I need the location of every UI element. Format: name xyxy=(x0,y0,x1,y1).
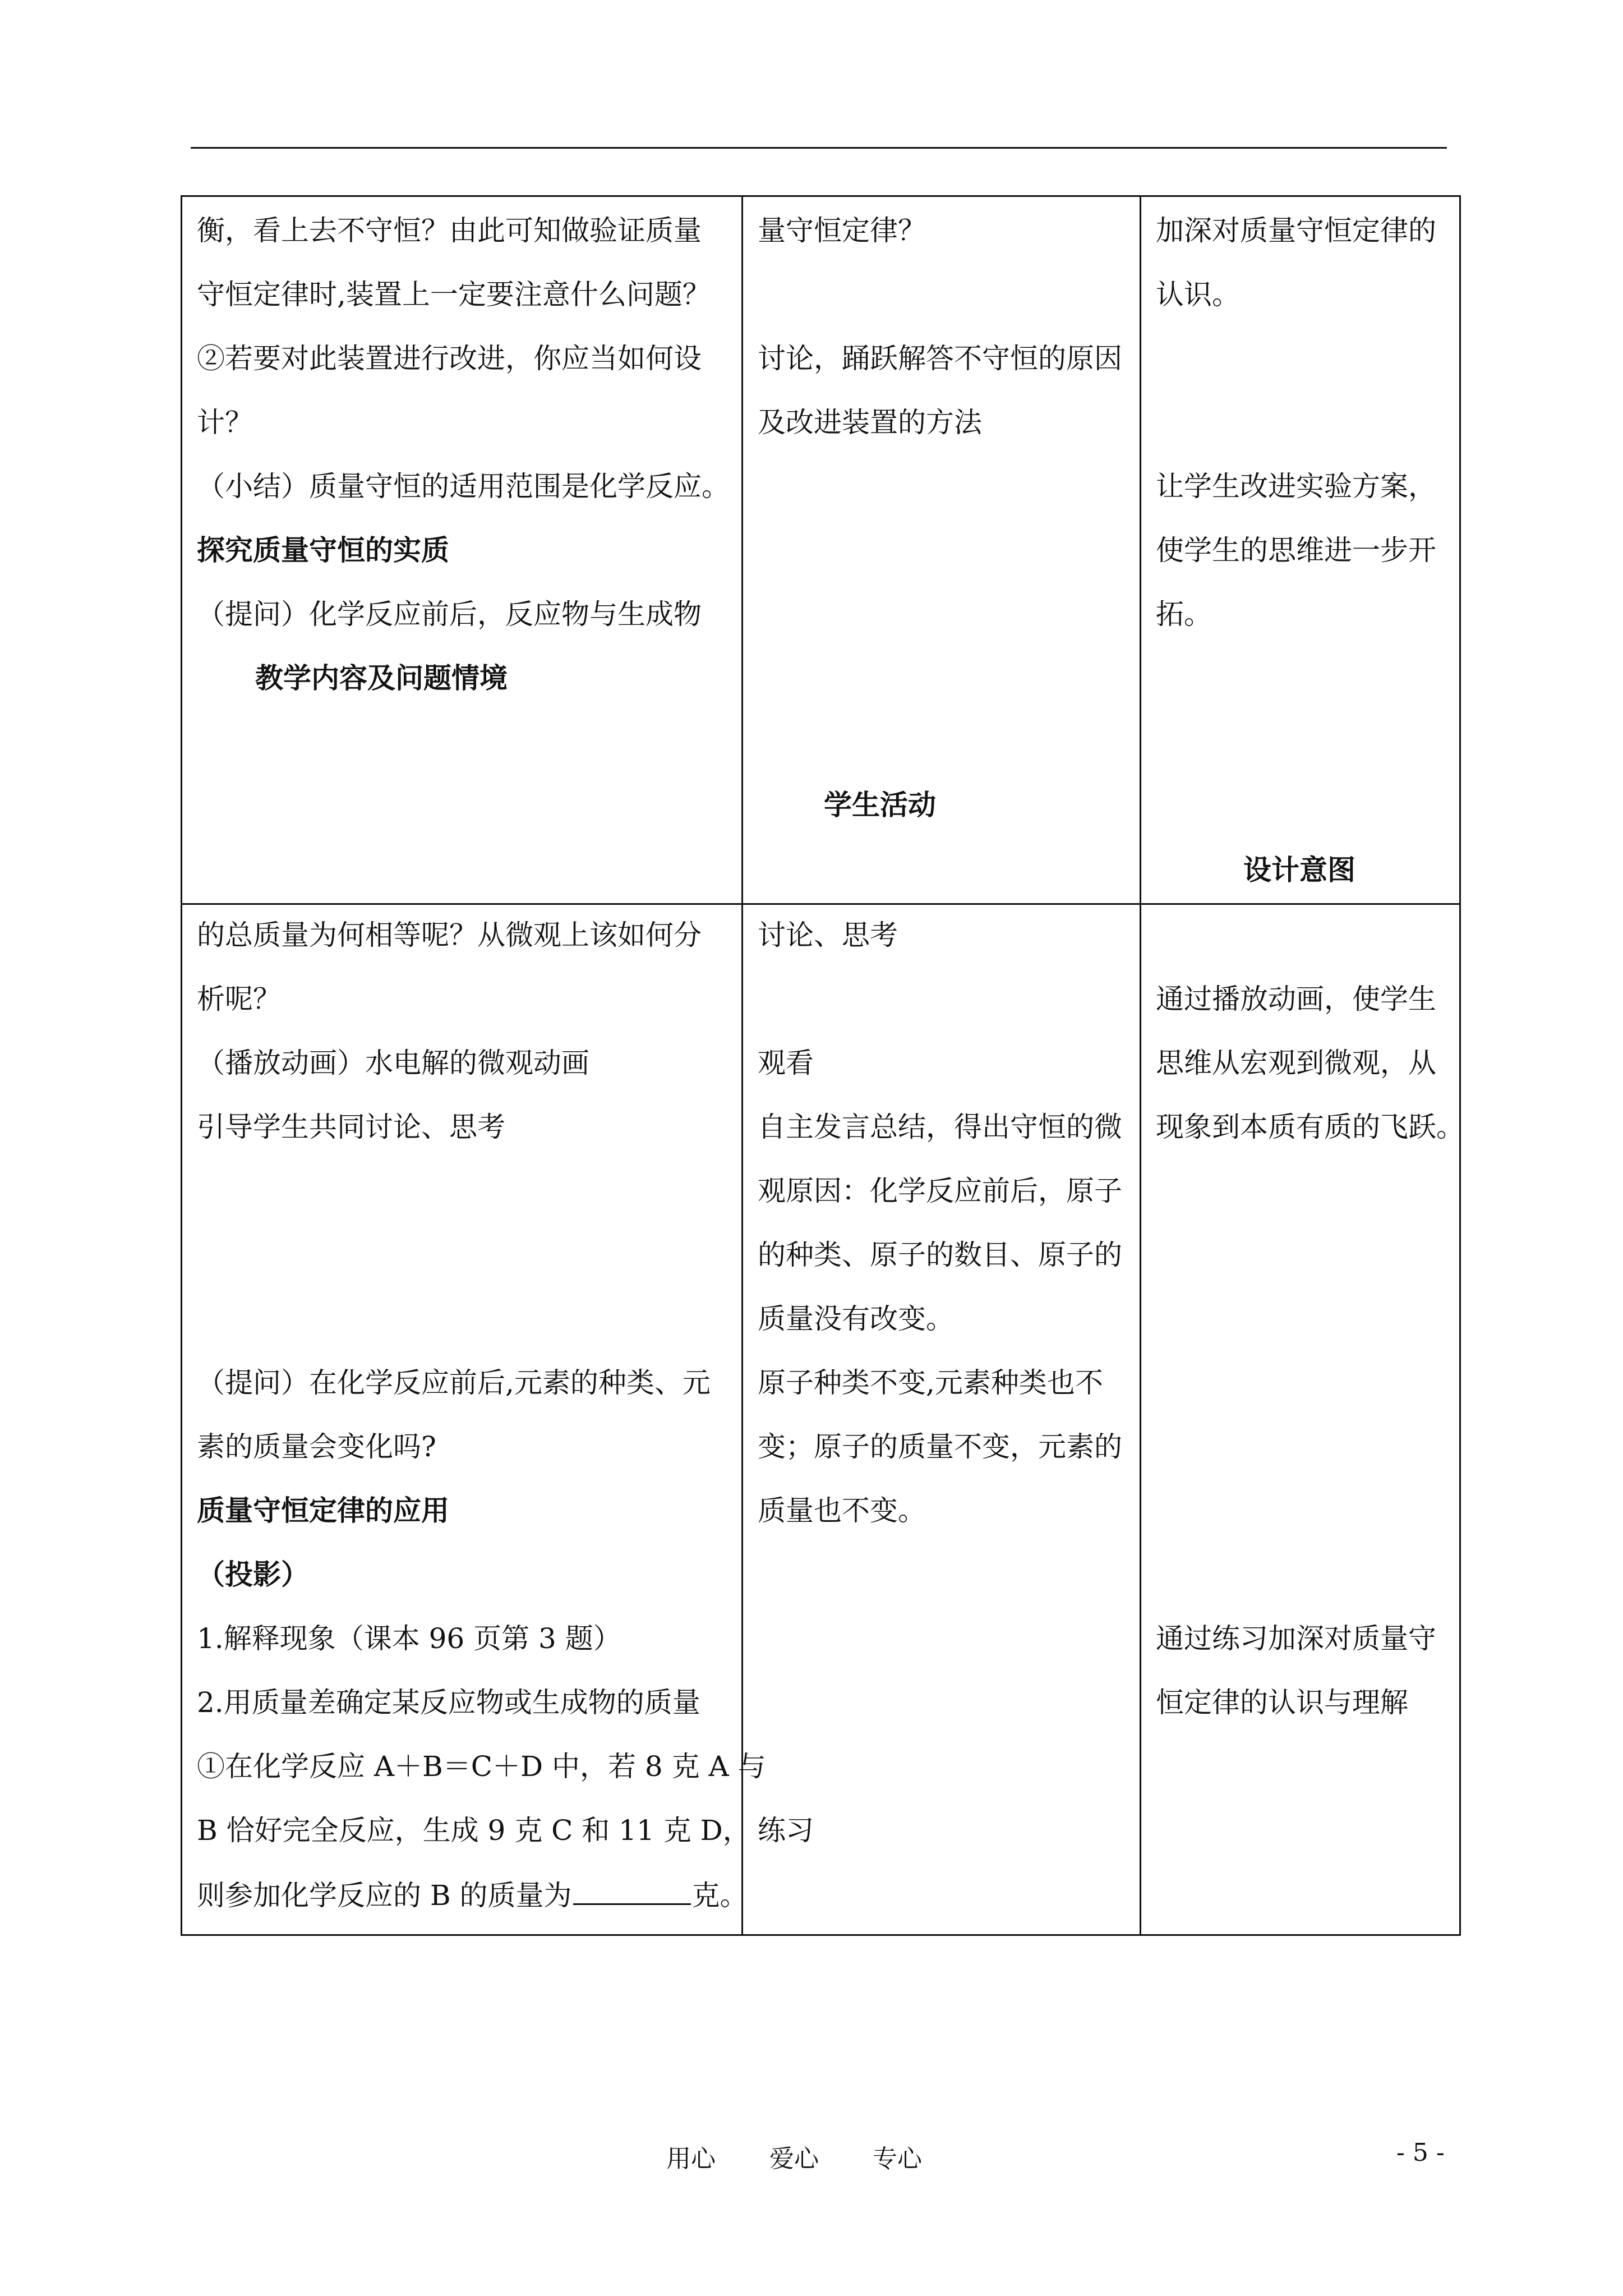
cell-student-activity xyxy=(743,196,1141,904)
text-line: 质量没有改变。 xyxy=(758,1303,954,1335)
cell-design-intent xyxy=(1141,904,1464,1935)
table-row xyxy=(182,196,1460,904)
text-line: B 恰好完全反应，生成 9 克 C 和 11 克 D， xyxy=(197,1814,751,1847)
section-heading: 质量守恒定律的应用 xyxy=(197,1494,449,1527)
text-line: 衡，看上去不守恒？由此可知做验证质量 xyxy=(197,214,702,247)
text-line: ①在化学反应 A＋B＝C＋D 中，若 8 克 A 与 xyxy=(197,1750,766,1783)
footer-item: 爱心 xyxy=(769,2145,819,2173)
text-line: 计？ xyxy=(197,406,253,439)
question-text: 则参加化学反应的 B 的质量为 xyxy=(197,1879,572,1912)
text-line: 观看 xyxy=(758,1047,814,1079)
text-line: 思维从宏观到微观，从 xyxy=(1156,1047,1436,1079)
cell-design-intent xyxy=(1141,196,1460,904)
text-line: （提问）在化学反应前后,元素的种类、元 xyxy=(197,1366,711,1399)
text-line: 素的质量会变化吗? xyxy=(197,1430,436,1463)
text-line: 引导学生共同讨论、思考 xyxy=(197,1111,505,1143)
footer-motto xyxy=(666,2138,922,2174)
text-line: 通过练习加深对质量守 xyxy=(1156,1622,1436,1655)
footer-item: 用心 xyxy=(666,2145,716,2173)
section-heading: 探究质量守恒的实质 xyxy=(197,533,449,567)
cell-teaching-content xyxy=(182,196,743,904)
table-row xyxy=(182,904,1460,1935)
text-line: （小结）质量守恒的适用范围是化学反应。 xyxy=(197,470,730,503)
page-number: - 5 - xyxy=(1396,2138,1445,2167)
text-line: （提问）化学反应前后，反应物与生成物 xyxy=(197,598,702,631)
text-line: 的种类、原子的数目、原子的 xyxy=(758,1239,1122,1271)
text-line: 1.解释现象（课本 96 页第 3 题） xyxy=(197,1622,621,1655)
text-line: 析呢？ xyxy=(197,983,281,1015)
text-line: 通过播放动画，使学生 xyxy=(1156,983,1436,1015)
text-line xyxy=(197,1878,748,1912)
column-header-design-intent: 设计意图 xyxy=(1243,853,1355,886)
text-line: 恒定律的认识与理解 xyxy=(1156,1686,1408,1719)
text-line: 让学生改进实验方案， xyxy=(1156,470,1436,503)
text-line: 2.用质量差确定某反应物或生成物的质量 xyxy=(197,1686,700,1719)
text-line: 现象到本质有质的飞跃。 xyxy=(1156,1111,1464,1143)
cell-student-activity xyxy=(743,904,1141,1935)
cell-teaching-content xyxy=(182,904,766,1935)
text-line: 练习 xyxy=(758,1814,814,1847)
header-rule xyxy=(191,147,1447,149)
text-line: 加深对质量守恒定律的 xyxy=(1156,214,1436,247)
text-line: 讨论，踊跃解答不守恒的原因 xyxy=(758,342,1122,375)
column-header-teaching-content: 教学内容及问题情境 xyxy=(255,661,508,694)
column-header-student-activity: 学生活动 xyxy=(824,788,936,821)
text-line: 量守恒定律？ xyxy=(758,214,926,247)
text-line: 讨论、思考 xyxy=(758,919,898,951)
text-line: （播放动画）水电解的微观动画 xyxy=(197,1047,589,1079)
lesson-plan-table xyxy=(181,195,1464,1936)
text-line: 质量也不变。 xyxy=(758,1494,926,1527)
text-line: 使学生的思维进一步开 xyxy=(1156,534,1436,567)
text-line: ②若要对此装置进行改进，你应当如何设 xyxy=(197,342,702,375)
footer-item: 专心 xyxy=(873,2145,922,2173)
text-line: 及改进装置的方法 xyxy=(758,406,982,439)
text-line: 变；原子的质量不变，元素的 xyxy=(758,1430,1122,1463)
text-line: 原子种类不变,元素种类也不 xyxy=(758,1366,1103,1399)
text-line: 拓。 xyxy=(1156,598,1212,631)
answer-blank xyxy=(573,1878,691,1905)
text-line: 观原因：化学反应前后，原子 xyxy=(758,1175,1122,1207)
section-heading: （投影） xyxy=(197,1558,309,1591)
text-line: 守恒定律时,装置上一定要注意什么问题？ xyxy=(197,278,711,311)
text-line: 的总质量为何相等呢？从微观上该如何分 xyxy=(197,919,702,951)
text-line: 自主发言总结，得出守恒的微 xyxy=(758,1111,1122,1143)
text-line: 认识。 xyxy=(1156,278,1240,311)
unit-text: 克。 xyxy=(691,1879,748,1912)
